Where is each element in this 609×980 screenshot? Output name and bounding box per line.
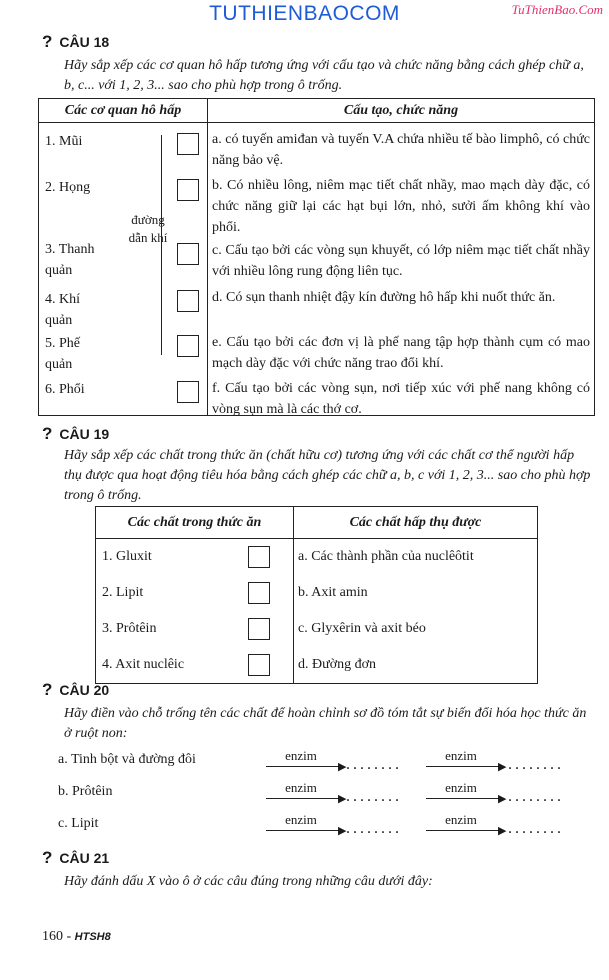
organ-1: 1. Mũi [45,134,83,149]
q19-answer-box-4[interactable] [248,654,270,676]
question-mark-icon: ? [42,848,53,867]
food-item-3: 3. Prôtêin [102,621,157,636]
blank-field[interactable]: ........ [508,820,564,837]
q19-answer-box-1[interactable] [248,546,270,568]
blank-field[interactable]: ........ [346,788,402,805]
desc-f: f. Cấu tạo bởi các vòng sụn, nơi tiếp xúc với phế nang không có vòng sụn mà là các thớ cơ. [212,381,590,417]
q18-heading [42,32,109,52]
absorbed-item-a: a. Các thành phần của nuclêôtit [298,549,474,564]
q18-col-right-header: Cấu tạo, chức năng [208,99,595,123]
blank-field[interactable]: ........ [508,756,564,773]
page-number: 160 - [42,929,72,944]
absorbed-item-d: d. Đường đơn [298,657,377,672]
q20-instruction: Hãy điền vào chỗ trống tên các chất để hoàn chỉnh sơ đồ tóm tắt sự biến đổi hóa học thức ăn ở ruột non: [64,706,587,741]
question-mark-icon: ? [42,424,53,443]
food-item-2: 2. Lipit [102,585,144,600]
question-mark-icon: ? [42,680,53,699]
q18-col-left-header: Các cơ quan hô hấp [39,99,208,123]
q18-title: CÂU 18 [59,34,110,50]
arrow-head-icon: ▶ [338,761,347,773]
q19-table [95,506,538,684]
site-header: TUTHIENBAOCOM [209,2,400,25]
q18-organ-column [39,123,208,416]
q19-heading [42,424,109,444]
blank-field[interactable]: ........ [508,788,564,805]
q18-instruction: Hãy sắp xếp các cơ quan hô hấp tương ứng với cấu tạo và chức năng bằng cách ghép chữ a, b, c... với 1, 2, 3... sao cho phù hợp trong ô trống. [64,58,584,93]
q19-answer-box-2[interactable] [248,582,270,604]
arrow-head-icon: ▶ [338,825,347,837]
page-footer [42,929,111,945]
desc-d: d. Có sụn thanh nhiệt đậy kín đường hô hấp khi nuốt thức ăn. [212,290,556,305]
answer-box-5[interactable] [177,335,199,357]
q18-table [38,98,595,416]
q19-col-right-header: Các chất hấp thụ được [294,507,538,539]
organ-3: 3. Thanh quản [45,242,95,278]
blank-field[interactable]: ........ [346,820,402,837]
organ-4: 4. Khí quản [45,292,80,328]
q20-label-c: c. Lipit [58,816,99,831]
airway-label: đường dẫn khí [128,212,168,245]
food-item-1: 1. Gluxit [102,549,152,564]
food-row-4 [96,647,294,684]
q19-answer-box-3[interactable] [248,618,270,640]
organ-2: 2. Họng [45,180,91,195]
organ-6: 6. Phổi [45,382,85,397]
book-code: HTSH8 [74,931,111,943]
desc-e: e. Cấu tạo bởi các đơn vị là phế nang tập hợp thành cụm có mao mạch dày đặc với chức năng trao đổi khí. [212,335,590,371]
desc-b: b. Có nhiều lông, niêm mạc tiết chất nhầy, mao mạch dày đặc, có chức năng giữ lại các hạt bụi lớn, nhỏ, sưởi ấm không khí vào phổi. [212,178,590,235]
question-mark-icon: ? [42,32,53,51]
desc-c: c. Cấu tạo bởi các vòng sụn khuyết, có lớp niêm mạc tiết chất nhầy với nhiều lông rung động liên tục. [212,243,590,279]
food-item-4: 4. Axit nuclêic [102,657,185,672]
q19-title: CÂU 19 [59,426,110,442]
food-row-3 [96,611,294,647]
arrow-head-icon: ▶ [498,793,507,805]
absorbed-item-b: b. Axit amin [298,585,368,600]
arrow-head-icon: ▶ [498,761,507,773]
q20-heading [42,680,109,700]
blank-field[interactable]: ........ [346,756,402,773]
q19-col-left-header: Các chất trong thức ăn [96,507,294,539]
answer-box-3[interactable] [177,243,199,265]
q21-title: CÂU 21 [59,850,110,866]
food-row-1 [96,539,294,576]
arrow-head-icon: ▶ [338,793,347,805]
answer-box-6[interactable] [177,381,199,403]
organ-5: 5. Phế quản [45,336,80,372]
q20-label-b: b. Prôtêin [58,784,113,799]
answer-box-1[interactable] [177,133,199,155]
q21-heading [42,848,109,868]
watermark: TuThienBao.Com [511,2,603,17]
q20-title: CÂU 20 [59,682,110,698]
q20-label-a: a. Tinh bột và đường đôi [58,752,196,767]
q18-desc-column [208,123,595,416]
absorbed-item-c: c. Glyxêrin và axit béo [298,621,426,636]
q21-instruction: Hãy đánh dấu X vào ô ở các câu đúng trong những câu dưới đây: [64,874,433,889]
desc-a: a. có tuyến amiđan và tuyến V.A chứa nhiều tế bào limphô, có chức năng bảo vệ. [212,132,590,168]
q19-instruction: Hãy sắp xếp các chất trong thức ăn (chất hữu cơ) tương ứng với các chất cơ thể người hấp thụ được qua hoạt động tiêu hóa bằng cách ghép các chữ a, b, c với 1, 2, 3... sao cho phù hợp trong ô trống. [64,448,591,503]
arrow-head-icon: ▶ [498,825,507,837]
food-row-2 [96,575,294,611]
answer-box-4[interactable] [177,290,199,312]
answer-box-2[interactable] [177,179,199,201]
